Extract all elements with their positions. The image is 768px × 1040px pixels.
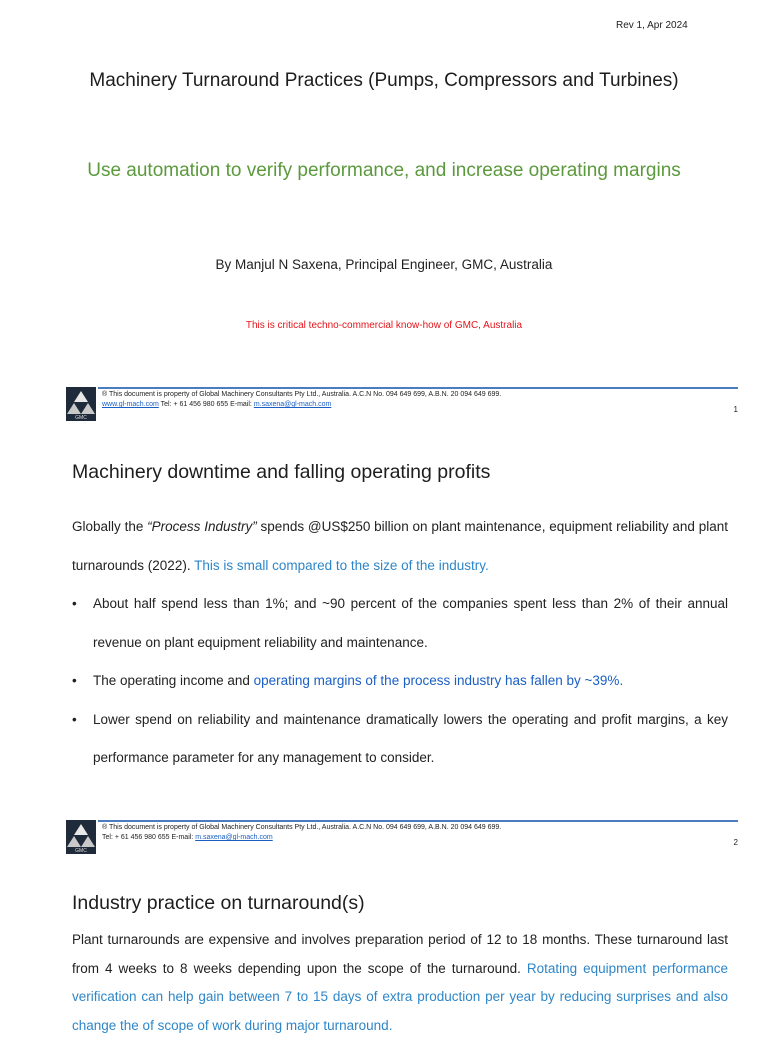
email-link[interactable]: m.saxena@gl-mach.com	[195, 834, 273, 841]
email-link[interactable]: m.saxena@gl-mach.com	[253, 401, 332, 408]
page-number: 1	[733, 405, 738, 414]
bullet2-text: The operating income and	[93, 673, 254, 688]
svg-text:GMC: GMC	[75, 848, 87, 854]
footer-contact	[102, 401, 331, 408]
critical-notice: This is critical techno-commercial know-how of GMC, Australia	[245, 320, 523, 331]
document-title: Machinery Turnaround Practices (Pumps, Compressors and Turbines)	[89, 70, 679, 91]
svg-text:GMC: GMC	[75, 415, 87, 421]
author-line: By Manjul N Saxena, Principal Engineer, GMC, Australia	[215, 257, 553, 272]
company-logo-icon	[66, 387, 96, 421]
page-footer-2	[66, 820, 738, 854]
footer-copyright: ® This document is property of Global Machinery Consultants Pty Ltd., Australia. A.C.N No. 094 649 699, A.B.N. 20 094 649 699.	[102, 824, 502, 831]
footer-contact-text: Tel: + 61 456 980 655 E-mail:	[102, 834, 196, 841]
footer-rule	[98, 387, 738, 389]
intro-highlight: This is small compared to the size of the industry.	[194, 557, 489, 573]
bullet-item: • Lower spend on reliability and maintenance dramatically lowers the operating and profit margins, a key performance parameter for any management to consider.	[72, 701, 728, 778]
intro-text-b: spends @US$250 billion on plant maintenance, equipment reliability and plant turnarounds (2022).	[72, 519, 729, 573]
bullet-item	[72, 662, 728, 701]
intro-text-a: Globally the	[72, 519, 148, 534]
turnaround-text: Plant turnarounds are expensive and involves preparation period of 12 to 18 months. These turnaround last from 4 weeks to 8 weeks depending upon the scope of the turnaround.	[72, 932, 728, 976]
footer-rule	[98, 820, 738, 822]
bullet-list	[72, 585, 728, 778]
footer-contact-text: Tel: + 61 456 980 655 E-mail:	[158, 401, 254, 408]
page-footer-1	[66, 387, 738, 421]
bullet2-highlight: operating margins of the process industry has fallen by ~39%.	[253, 673, 624, 688]
footer-copyright: ® This document is property of Global Machinery Consultants Pty Ltd., Australia. A.C.N No. 094 649 699, A.B.N. 20 094 649 699.	[102, 391, 502, 398]
section-heading-turnaround: Industry practice on turnaround(s)	[72, 892, 365, 914]
turnaround-highlight: Rotating equipment performance verification can help gain between 7 to 15 days of extra production per year by reducing surprises and also change the of scope of work during major turnaround.	[72, 960, 728, 1033]
company-logo-icon	[66, 820, 96, 854]
intro-paragraph	[72, 508, 728, 585]
page-number: 2	[733, 838, 738, 847]
turnaround-paragraph	[72, 926, 728, 1040]
revision-label: Rev 1, Apr 2024	[616, 20, 688, 31]
document-subtitle: Use automation to verify performance, and increase operating margins	[87, 160, 681, 181]
footer-contact	[102, 834, 273, 841]
bullet-item: • About half spend less than 1%; and ~90 percent of the companies spent less than 2% of their annual revenue on plant equipment reliability and maintenance.	[72, 585, 728, 662]
section-heading-downtime: Machinery downtime and falling operating profits	[72, 461, 491, 483]
website-link[interactable]: www.gl-mach.com	[102, 401, 159, 408]
intro-italic: “Process Industry”	[147, 519, 257, 534]
